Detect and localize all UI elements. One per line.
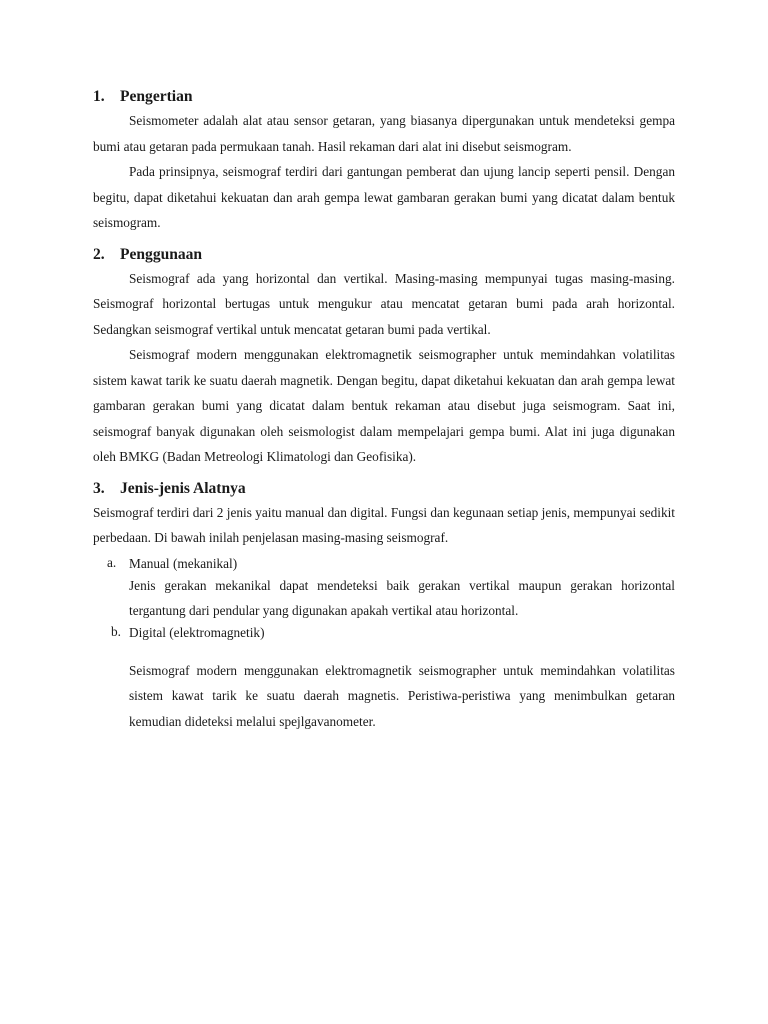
section-jenis-jenis-alatnya bbox=[93, 478, 675, 735]
list-item-manual bbox=[93, 555, 675, 624]
section-heading bbox=[93, 244, 675, 266]
paragraph: Seismometer adalah alat atau sensor getaran, yang biasanya dipergunakan untuk mendeteksi gempa bumi atau getaran pada permukaan tanah. Hasil rekaman dari alat ini disebut seismogram. bbox=[93, 113, 675, 154]
section-title: Jenis-jenis Alatnya bbox=[120, 479, 246, 497]
section-penggunaan bbox=[93, 244, 675, 470]
section-heading bbox=[93, 478, 675, 500]
list-item-body: Jenis gerakan mekanikal dapat mendeteksi baik gerakan vertikal maupun gerakan horizontal tergantung dari pendular yang digunakan apakah vertikal atau horizontal. bbox=[129, 577, 675, 618]
section-number: 1. bbox=[93, 88, 105, 105]
section-title: Penggunaan bbox=[120, 245, 203, 263]
section-number: 2. bbox=[93, 245, 105, 263]
list-marker: a. bbox=[107, 554, 117, 570]
paragraph: Pada prinsipnya, seismograf terdiri dari gantungan pemberat dan ujung lancip seperti pensil. Dengan begitu, dapat diketahui kekuatan dan arah gempa lewat gambaran gerakan bumi yang dicatat dalam bentuk seismogram. bbox=[93, 164, 675, 230]
list-item-digital bbox=[93, 624, 675, 735]
section-title: Pengertian bbox=[120, 88, 193, 105]
list-item-title: Digital (elektromagnetik) bbox=[129, 624, 265, 640]
section-heading bbox=[93, 86, 675, 108]
list-item-title: Manual (mekanikal) bbox=[129, 555, 238, 571]
document-page bbox=[93, 86, 675, 734]
section-number: 3. bbox=[93, 479, 105, 497]
list-marker: b. bbox=[111, 623, 121, 639]
paragraph: Seismograf ada yang horizontal dan vertikal. Masing-masing mempunyai tugas masing-masing. Seismograf horizontal bertugas untuk mengukur atau mencatat getaran bumi pada arah horizontal. Sedangkan seismograf vertikal untuk mencatat getaran bumi pada vertikal. bbox=[93, 270, 675, 337]
section-intro: Seismograf terdiri dari 2 jenis yaitu manual dan digital. Fungsi dan kegunaan setiap jenis, mempunyai sedikit perbedaan. Di bawah inilah penjelasan masing-masing seismograf. bbox=[93, 504, 675, 545]
list-item-body: Seismograf modern menggunakan elektromagnetik seismographer untuk memindahkan volatilitas sistem kawat tarik ke suatu daerah magnetis. Peristiwa-peristiwa yang menimbulkan getaran kemudian dideteksi melalui spejlgavanometer. bbox=[129, 662, 675, 729]
paragraph: Seismograf modern menggunakan elektromagnetik seismographer untuk memindahkan volatilitas sistem kawat tarik ke suatu daerah magnetik. Dengan begitu, dapat diketahui kekuatan dan arah gempa lewat gambaran gerakan bumi yang dicatat dalam bentuk rekaman atau disebut juga seismogram. Saat ini, seismograf banyak digunakan oleh seismologist dalam mempelajari gempa bumi. Alat ini juga digunakan oleh BMKG (Badan Metreologi Klimatologi dan Geofisika). bbox=[93, 347, 675, 464]
section-pengertian bbox=[93, 86, 675, 236]
